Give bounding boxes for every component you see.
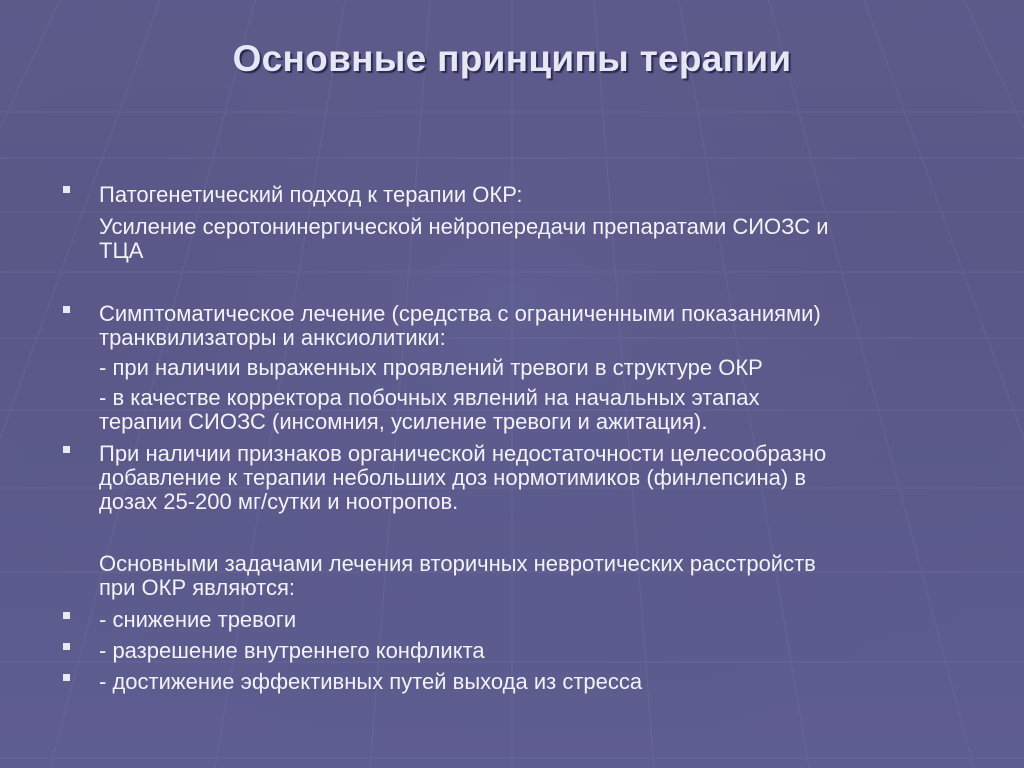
bullet-text: При наличии признаков органической недостаточности целесообразно [99,441,827,466]
body-text: - в качестве корректора побочных явлений на начальных этапах [99,385,760,410]
slide-title: Основные принципы терапии [232,38,792,79]
bullet-text: - разрешение внутреннего конфликта [99,638,485,663]
bullet-marker [63,612,70,619]
bullet-marker [63,186,70,193]
body-text: транквилизаторы и анксиолитики: [99,325,446,350]
bullet-text: Симптоматическое лечение (средства с ограниченными показаниями) [99,301,821,326]
bullet-text: - снижение тревоги [99,607,297,632]
body-text: ТЦА [99,238,144,263]
bullet-marker [63,643,70,650]
body-text: дозах 25-200 мг/сутки и ноотропов. [99,489,459,514]
bullet-marker [63,446,70,453]
bullet-text: Патогенетический подход к терапии ОКР: [99,182,523,207]
body-text: добавление к терапии небольших доз нормотимиков (финлепсина) в [99,465,807,490]
body-text: Усиление серотонинергической нейропередачи препаратами СИОЗС и [99,214,829,239]
body-text: - при наличии выраженных проявлений тревоги в структуре ОКР [99,355,763,380]
bullet-marker [63,674,70,681]
bullet-text: - достижение эффективных путей выхода из стресса [99,669,643,694]
body-text: Основными задачами лечения вторичных невротических расстройств [99,551,816,576]
body-text: терапии СИОЗС (инсомния, усиление тревоги и ажитация). [99,409,708,434]
bullet-marker [63,306,70,313]
body-text: при ОКР являются: [99,575,295,600]
